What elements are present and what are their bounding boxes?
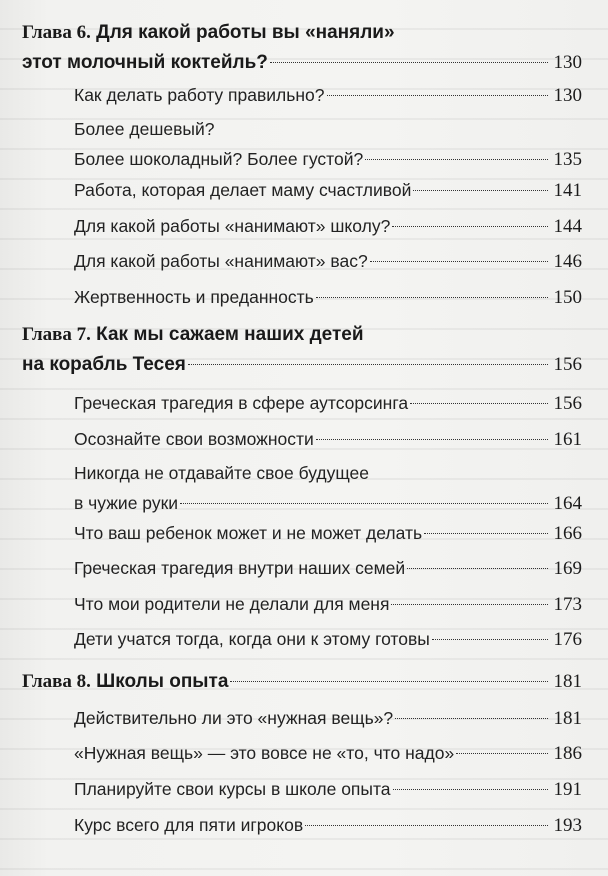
leader-dots (270, 62, 548, 63)
entry-title: Как делать работу правильно? (74, 85, 325, 105)
chapter-8-heading (22, 667, 582, 697)
entry-title: Греческая трагедия внутри наших семей (74, 558, 406, 578)
chapter-title-line2: этот молочный коктейль? (22, 52, 268, 73)
chapter-page-number: 156 (553, 354, 582, 375)
chapter-label: Глава 7. (22, 324, 91, 345)
leader-dots (395, 718, 547, 719)
leader-dots (424, 533, 547, 534)
entry-title: в чужие руки (74, 493, 179, 513)
entry-page-number: 150 (553, 287, 582, 308)
entry-title: «Нужная вещь» — это вовсе не «то, что надо» (74, 743, 455, 763)
entry-page-number: 176 (553, 629, 582, 650)
toc-entry (74, 175, 582, 206)
leader-dots (180, 503, 547, 504)
leader-dots (305, 825, 547, 826)
chapter-title: Школы опыта (96, 671, 229, 692)
entry-page-number: 144 (553, 216, 582, 237)
entry-page-number: 173 (553, 594, 582, 615)
entry-page-number: 186 (553, 743, 582, 764)
toc-entry (74, 114, 582, 175)
toc-entry (74, 624, 582, 655)
chapter-6-heading (22, 18, 582, 78)
leader-dots (188, 364, 548, 365)
entry-page-number: 130 (553, 85, 582, 106)
chapter-page-number: 181 (553, 671, 582, 692)
toc-entry (74, 424, 582, 455)
entry-title: Греческая трагедия в сфере аутсорсинга (74, 393, 409, 413)
chapter-label: Глава 8. (22, 671, 91, 692)
entry-page-number: 161 (553, 429, 582, 450)
toc-entry (74, 774, 582, 805)
toc-entry (74, 211, 582, 242)
leader-dots (365, 159, 547, 160)
leader-dots (456, 753, 547, 754)
toc-entry (74, 282, 582, 313)
entry-page-number: 169 (553, 558, 582, 579)
entry-page-number: 135 (553, 149, 582, 170)
entry-page-number: 141 (553, 180, 582, 201)
leader-dots (391, 604, 547, 605)
entry-title: Что ваш ребенок может и не может делать (74, 523, 423, 543)
entry-title: Осознайте свои возможности (74, 429, 314, 449)
toc-entry (74, 458, 582, 519)
chapter-label: Глава 6. (22, 22, 91, 43)
toc-entry (74, 553, 582, 584)
leader-dots (407, 568, 547, 569)
toc-entry (74, 738, 582, 769)
entry-page-number: 146 (553, 251, 582, 272)
leader-dots (370, 261, 548, 262)
entry-title: Планируйте свои курсы в школе опыта (74, 779, 391, 799)
toc-entry (74, 246, 582, 277)
entry-title-line1: Никогда не отдавайте свое будущее (74, 463, 370, 483)
entry-title: Дети учатся тогда, когда они к этому готовы (74, 629, 430, 649)
entry-title-line1: Более дешевый? (74, 119, 215, 139)
entry-page-number: 164 (553, 493, 582, 514)
leader-dots (413, 190, 547, 191)
leader-dots (410, 403, 547, 404)
leader-dots (316, 297, 548, 298)
leader-dots (432, 639, 548, 640)
toc-entry (74, 810, 582, 841)
entry-title: Курс всего для пяти игроков (74, 815, 304, 835)
chapter-title-line1: Для какой работы вы «наняли» (96, 22, 395, 43)
entry-page-number: 191 (553, 779, 582, 800)
entry-title: Для какой работы «нанимают» вас? (74, 251, 368, 271)
entry-title: Что мои родители не делали для меня (74, 594, 390, 614)
toc-entry (74, 703, 582, 734)
chapter-7-heading (22, 320, 582, 380)
toc-entry (74, 80, 582, 111)
entry-title: Для какой работы «нанимают» школу? (74, 216, 391, 236)
entry-page-number: 156 (553, 393, 582, 414)
entry-title: Более шоколадный? Более густой? (74, 149, 364, 169)
chapter-title-line2: на корабль Тесея (22, 354, 186, 375)
toc-entry (74, 518, 582, 549)
leader-dots (230, 681, 547, 682)
leader-dots (327, 95, 548, 96)
leader-dots (393, 789, 548, 790)
entry-title: Жертвенность и преданность (74, 287, 314, 307)
toc-entry (74, 388, 582, 419)
toc-entry (74, 589, 582, 620)
leader-dots (316, 439, 548, 440)
entry-title: Действительно ли это «нужная вещь»? (74, 708, 394, 728)
leader-dots (392, 226, 547, 227)
entry-page-number: 181 (553, 708, 582, 729)
entry-page-number: 193 (553, 815, 582, 836)
entry-title: Работа, которая делает маму счастливой (74, 180, 412, 200)
chapter-title-line1: Как мы сажаем наших детей (96, 324, 364, 345)
entry-page-number: 166 (553, 523, 582, 544)
chapter-page-number: 130 (553, 52, 582, 73)
